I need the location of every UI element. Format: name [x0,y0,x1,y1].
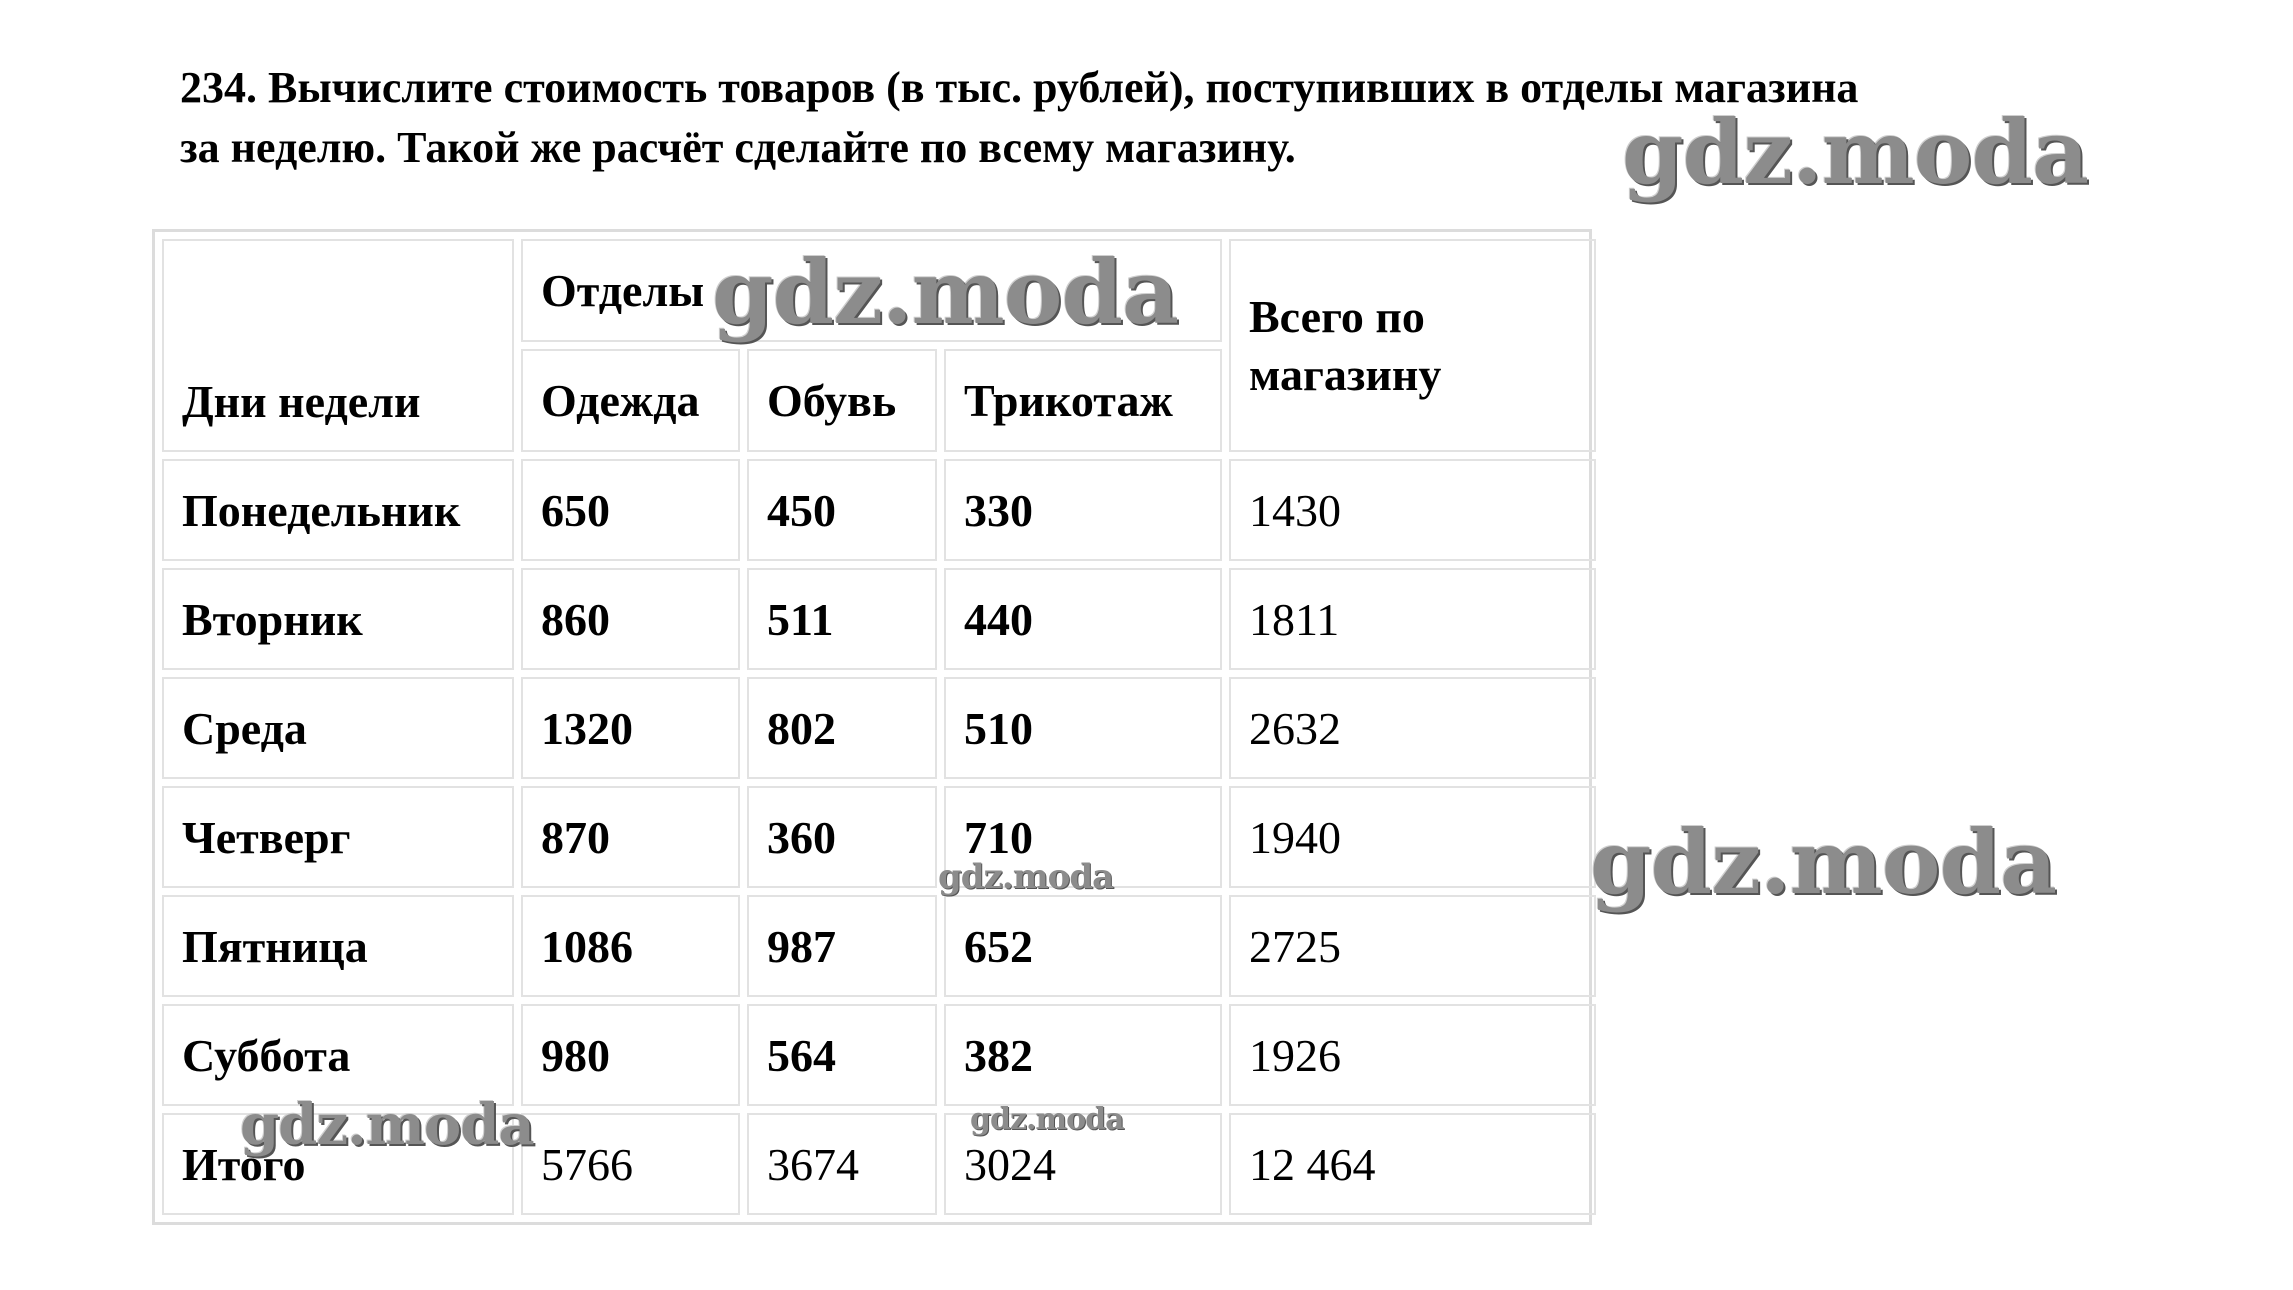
watermark: gdz.moda [1622,100,2089,204]
problem-statement [180,58,2180,178]
total-cell: 1811 [1229,568,1596,670]
data-table [155,232,1603,1222]
shoes-cell: 802 [747,677,937,779]
knitwear-cell: 652 [944,895,1222,997]
knitwear-cell: 510 [944,677,1222,779]
clothes-cell: 860 [521,568,740,670]
watermark: gdz.moda [938,857,1114,897]
table-row [162,786,1596,888]
total-knitwear-cell: 3024 [944,1113,1222,1215]
header-clothes: Одежда [521,349,740,452]
header-days: Дни недели [162,239,514,452]
total-label-cell: Итого [162,1113,514,1215]
header-row-top [162,239,1596,342]
total-clothes-cell: 5766 [521,1113,740,1215]
day-cell: Среда [162,677,514,779]
table-row [162,459,1596,561]
day-cell: Понедельник [162,459,514,561]
watermark: gdz.moda [240,1092,534,1158]
clothes-cell: 650 [521,459,740,561]
clothes-cell: 870 [521,786,740,888]
total-shoes-cell: 3674 [747,1113,937,1215]
total-cell: 2632 [1229,677,1596,779]
total-cell: 1926 [1229,1004,1596,1106]
day-cell: Четверг [162,786,514,888]
problem-line-2: за неделю. Такой же расчёт сделайте по всему магазину. [180,123,1296,172]
table-row [162,568,1596,670]
grand-total-cell: 12 464 [1229,1113,1596,1215]
total-row [162,1113,1596,1215]
header-departments: Отделы [521,239,1222,342]
day-cell: Вторник [162,568,514,670]
knitwear-cell: 330 [944,459,1222,561]
total-cell: 1430 [1229,459,1596,561]
knitwear-cell: 710 [944,786,1222,888]
header-total-store: Всего по магазину [1229,239,1596,452]
watermark: gdz.moda [1590,810,2057,914]
table-row [162,895,1596,997]
header-shoes: Обувь [747,349,937,452]
clothes-cell: 980 [521,1004,740,1106]
clothes-cell: 1086 [521,895,740,997]
watermark: gdz.moda [712,240,1179,344]
table-row [162,677,1596,779]
knitwear-cell: 440 [944,568,1222,670]
shoes-cell: 450 [747,459,937,561]
table-row [162,1004,1596,1106]
shoes-cell: 360 [747,786,937,888]
data-table-frame [152,229,1592,1225]
problem-line-1: 234. Вычислите стоимость товаров (в тыс. рублей), поступивших в отделы магазина [180,63,1859,112]
shoes-cell: 564 [747,1004,937,1106]
knitwear-cell: 382 [944,1004,1222,1106]
clothes-cell: 1320 [521,677,740,779]
watermark: gdz.moda [970,1102,1124,1137]
total-cell: 2725 [1229,895,1596,997]
shoes-cell: 987 [747,895,937,997]
header-knitwear: Трикотаж [944,349,1222,452]
total-cell: 1940 [1229,786,1596,888]
day-cell: Суббота [162,1004,514,1106]
day-cell: Пятница [162,895,514,997]
shoes-cell: 511 [747,568,937,670]
